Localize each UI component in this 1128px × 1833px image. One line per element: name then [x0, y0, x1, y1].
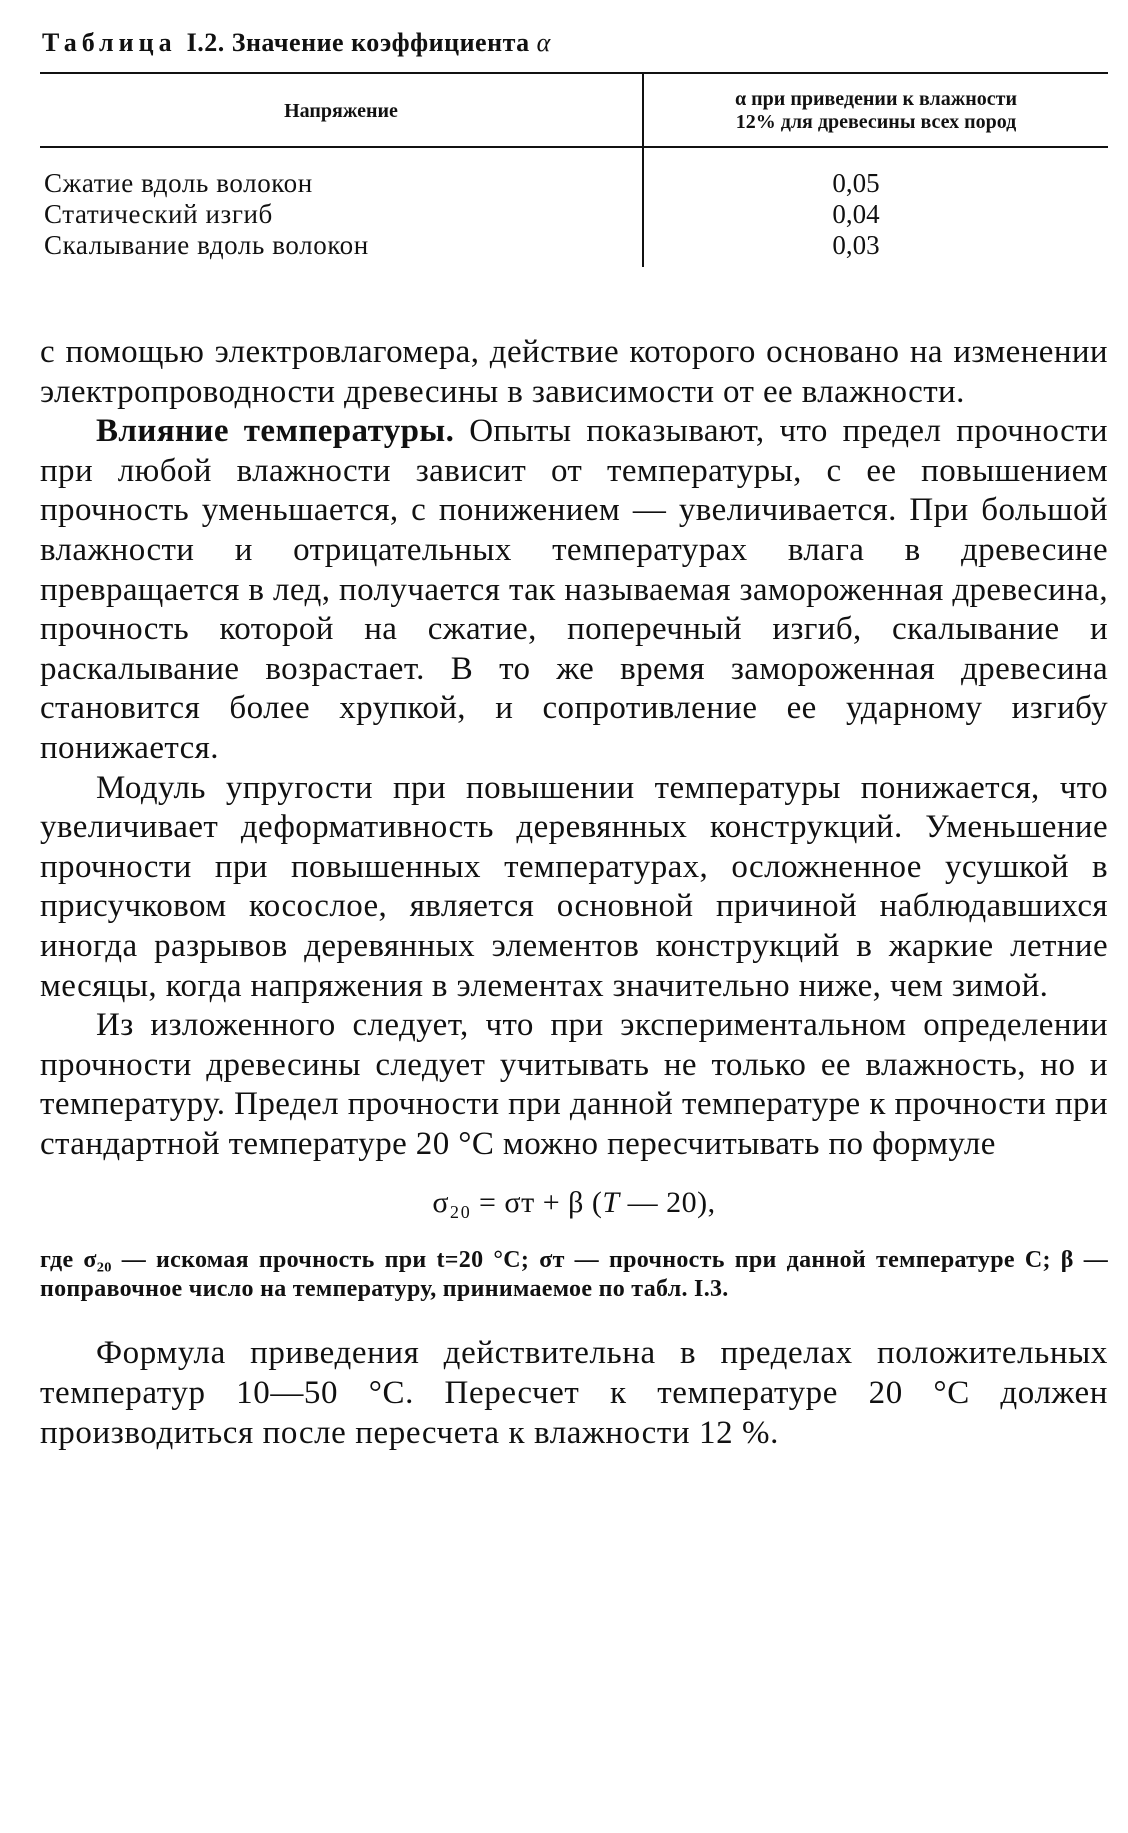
formula-lhs: σ₂₀ = σт + β (: [432, 1186, 603, 1220]
table-caption: [42, 28, 1108, 58]
row-alpha: 0,05: [643, 147, 1108, 199]
row-stress: Статический изгиб: [44, 199, 273, 229]
formula-legend: где σ₂₀ — искомая прочность при t=20 °С; σт — прочность при данной температуре С; β — поправочное число на температуру, принимаемое по табл. I.3.: [40, 1247, 1108, 1303]
table-caption-label: Таблица: [42, 28, 177, 57]
table-row: [40, 199, 1108, 230]
row-alpha: 0,03: [643, 230, 1108, 267]
formula-var: T: [602, 1186, 620, 1220]
formula-rhs: — 20),: [619, 1186, 716, 1220]
header-alpha: [643, 73, 1108, 147]
paragraph-4: Из изложенного следует, что при экспериментальном определении прочности древесины следует учитывать не только ее влажность, но и температуру. Предел прочности при данной температуре к прочности при стандартной температуре 20 °С можно пересчитывать по формуле: [40, 1007, 1108, 1162]
table-caption-symbol: α: [536, 28, 551, 57]
header-alpha-line1: α при приведении к влажности: [734, 88, 1017, 110]
table-header-row: [40, 73, 1108, 147]
table-row: [40, 147, 1108, 199]
table-caption-title: I.2. Значение коэффициента: [186, 28, 530, 57]
table-row: [40, 230, 1108, 267]
coefficient-table: [40, 72, 1108, 267]
row-stress: Сжатие вдоль волокон: [44, 168, 313, 198]
paragraph-2-body: Опыты показывают, что предел прочности при любой влажности зависит от температуры, с ее повышением прочность уменьшается, с понижением — увеличивается. При большой влажности и отрицательных температурах влага в древесине превращается в лед, получается так называемая замороженная древесина, прочность которой на сжатие, поперечный изгиб, скалывание и раскалывание возрастает. В то же время замороженная древесина становится более хрупкой, и сопротивление ее ударному изгибу понижается.: [40, 413, 1108, 766]
paragraph-1: с помощью электровлагомера, действие которого основано на изменении электропроводности древесины в зависимости от ее влажности.: [40, 334, 1108, 410]
section-heading-temperature: Влияние температуры.: [96, 413, 455, 450]
formula: [40, 1186, 1108, 1220]
row-alpha: 0,04: [643, 199, 1108, 230]
paragraph-2: [40, 412, 1108, 768]
header-stress: Напряжение: [40, 73, 643, 147]
row-stress: Скалывание вдоль волокон: [44, 230, 369, 260]
body-text: [40, 333, 1108, 1164]
paragraph-final: Формула приведения действительна в пределах положительных температур 10—50 °С. Пересчет к температуре 20 °С должен производиться после пересчета к влажности 12 %.: [40, 1335, 1108, 1451]
page: [40, 28, 1108, 1453]
paragraph-3: Модуль упругости при повышении температуры понижается, что увеличивает деформативность деревянных конструкций. Уменьшение прочности при повышенных температурах, осложненное усушкой в присучковом косослое, является основной причиной наблюдавшихся иногда разрывов деревянных элементов конструкций в жаркие летние месяцы, когда напряжения в элементах значительно ниже, чем зимой.: [40, 769, 1108, 1004]
header-alpha-line2: 12% для древесины всех пород: [735, 111, 1017, 133]
